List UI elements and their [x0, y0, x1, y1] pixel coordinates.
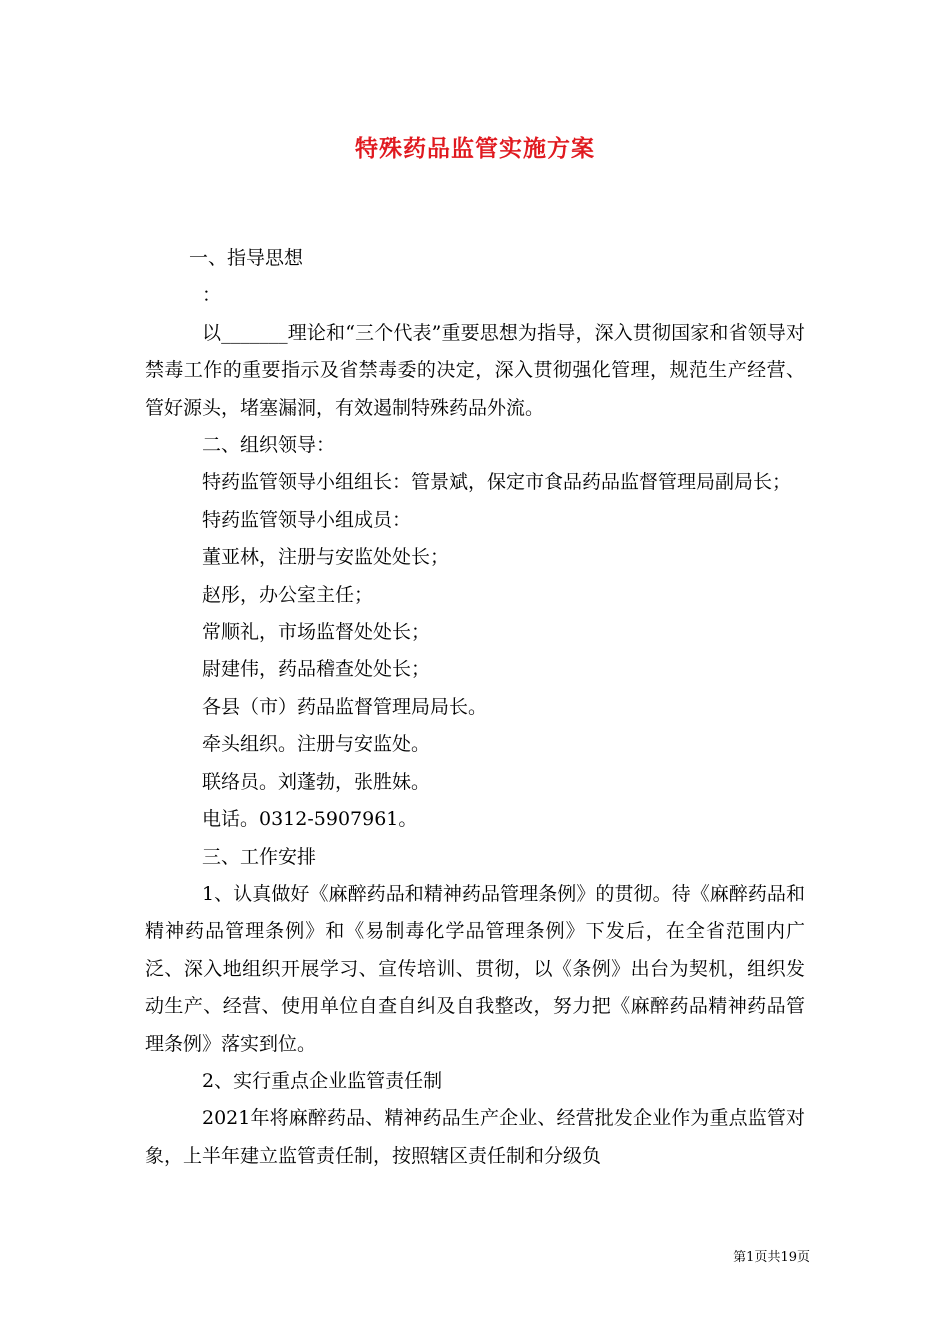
section-heading-organization: 二、组织领导：: [202, 434, 336, 457]
document-title: 特殊药品监管实施方案: [355, 135, 595, 162]
lead-organization-line: 牵头组织。注册与安监处。: [202, 733, 431, 756]
document-body: [145, 240, 805, 1175]
section-heading-work-arrangement: 三、工作安排: [202, 845, 317, 868]
paragraph-group-members: 特药监管领导小组成员：: [202, 508, 412, 531]
paragraph-item-1: 1、认真做好《麻醉药品和精神药品管理条例》的贯彻。待《麻醉药品和精神药品管理条例》和《易制毒化学品管理条例》下发后，在全省范围内广泛、深入地组织开展学习、宣传培训、贯彻，以《条例》出台为契机，组织发动生产、经营、使用单位自查自纠及自我整改，努力把《麻醉药品精神药品管理条例》落实到位。: [145, 882, 805, 1055]
member-line: 赵彤，办公室主任；: [202, 583, 374, 606]
liaison-line: 联络员。刘蓬勃，张胜妹。: [202, 770, 431, 793]
member-line: 各县（市）药品监督管理局局长。: [202, 695, 488, 718]
paragraph-item-2-heading: 2、实行重点企业监管责任制: [202, 1069, 443, 1092]
member-line: 常顺礼，市场监督处处长；: [202, 621, 431, 644]
paragraph-guiding-text: 以_______理论和“三个代表”重要思想为指导，深入贯彻国家和省领导对禁毒工作的重要指示及省禁毒委的决定，深入贯彻强化管理，规范生产经营、管好源头，堵塞漏洞，有效遏制特殊药品外流。: [145, 321, 805, 419]
page-footer: 第1页共19页: [733, 1250, 810, 1265]
member-line: 董亚林，注册与安监处处长；: [202, 546, 450, 569]
section-heading-guiding-ideology: 一、指导思想: [189, 247, 304, 269]
phone-line: 电话。0312-5907961。: [202, 808, 418, 831]
paragraph-group-leader: 特药监管领导小组组长：管景斌，保定市食品药品监督管理局副局长；: [202, 471, 792, 494]
colon-line: ：: [202, 284, 222, 307]
member-line: 尉建伟，药品稽查处处长；: [202, 658, 431, 681]
paragraph-item-2-text: 2021年将麻醉药品、精神药品生产企业、经营批发企业作为重点监管对象，上半年建立监管责任制，按照辖区责任制和分级负: [145, 1107, 805, 1167]
